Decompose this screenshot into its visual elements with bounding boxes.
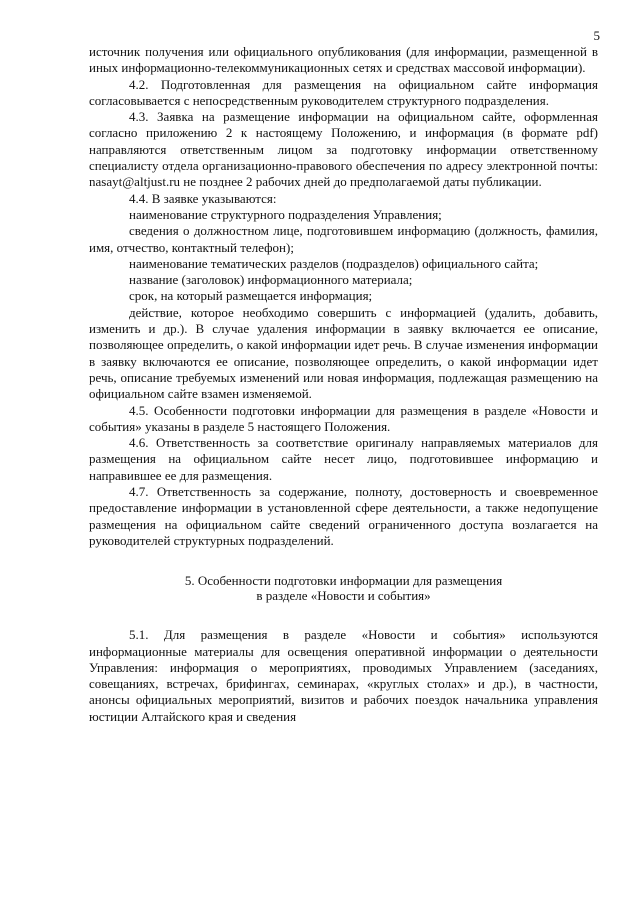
- page-number: 5: [593, 28, 600, 43]
- paragraph: 4.7. Ответственность за содержание, полноту, достоверность и своевременное предоставление информации в установленной сфере деятельности, а также недопущение размещения на официальном сайте сведений ограниченного доступа возлагается на руководителей структурных подразделений.: [89, 484, 598, 548]
- section-4-paragraphs: [89, 44, 598, 549]
- paragraph: сведения о должностном лице, подготовившем информацию (должность, фамилия, имя, отчество, контактный телефон);: [89, 223, 598, 255]
- paragraph: название (заголовок) информационного материала;: [129, 272, 413, 288]
- paragraph: наименование структурного подразделения Управления;: [129, 206, 442, 222]
- paragraph: 4.3. Заявка на размещение информации на официальном сайте, оформленная согласно приложению 2 к настоящему Положению, и информация (в формате pdf) направляются ответственным лицом за подготовку информации ответственному специалисту отдела организационно-правового обеспечения по адресу электронной почты: nasayt@altjust.ru не позднее 2 рабочих дней до предполагаемой даты публикации.: [89, 109, 598, 190]
- paragraph: действие, которое необходимо совершить с информацией (удалить, добавить, изменить и др.). В случае удаления информации в заявку включается ее описание, позволяющее определить, о какой информации идет речь. В случае изменения информации в заявку включаются ее описание, позволяющее определить, о какой информации идет речь, описание требуемых изменений или новая информация, подлежащая размещению на официальном сайте взамен изменяемой.: [89, 304, 598, 402]
- paragraph: 5.1. Для размещения в разделе «Новости и события» используются информационные материалы для освещения оперативной информации о деятельности Управления: информация о мероприятиях, проводимых Управлением (заседаниях, совещаниях, встречах, брифингах, семинарах, «круглых столах» и др.), в частности, анонсы официальных мероприятий, визитов и рабочих поездок начальника управления юстиции Алтайского края и сведения: [89, 627, 598, 724]
- section-5-paragraphs: [89, 627, 598, 725]
- paragraph: 4.5. Особенности подготовки информации для размещения в разделе «Новости и события» указаны в разделе 5 настоящего Положения.: [89, 402, 598, 434]
- paragraph: 4.2. Подготовленная для размещения на официальном сайте информация согласовывается с непосредственным руководителем структурного подразделения.: [89, 76, 598, 108]
- section-5-heading: [89, 573, 598, 603]
- paragraph: срок, на который размещается информация;: [129, 288, 373, 304]
- section-5-heading-line2: в разделе «Новости и события»: [256, 588, 431, 604]
- section-5-heading-line1: 5. Особенности подготовки информации для размещения: [184, 573, 503, 589]
- paragraph: 4.4. В заявке указываются:: [129, 190, 277, 206]
- paragraph: 4.6. Ответственность за соответствие оригиналу направляемых материалов для размещения на официальном сайте несет лицо, подготовившее информацию и направившее ее для размещения.: [89, 435, 598, 483]
- paragraph: источник получения или официального опубликования (для информации, размещенной в иных информационно-телекоммуникационных сетях и средствах массовой информации).: [89, 44, 598, 76]
- paragraph: наименование тематических разделов (подразделов) официального сайта;: [129, 255, 539, 271]
- document-body: [89, 44, 598, 725]
